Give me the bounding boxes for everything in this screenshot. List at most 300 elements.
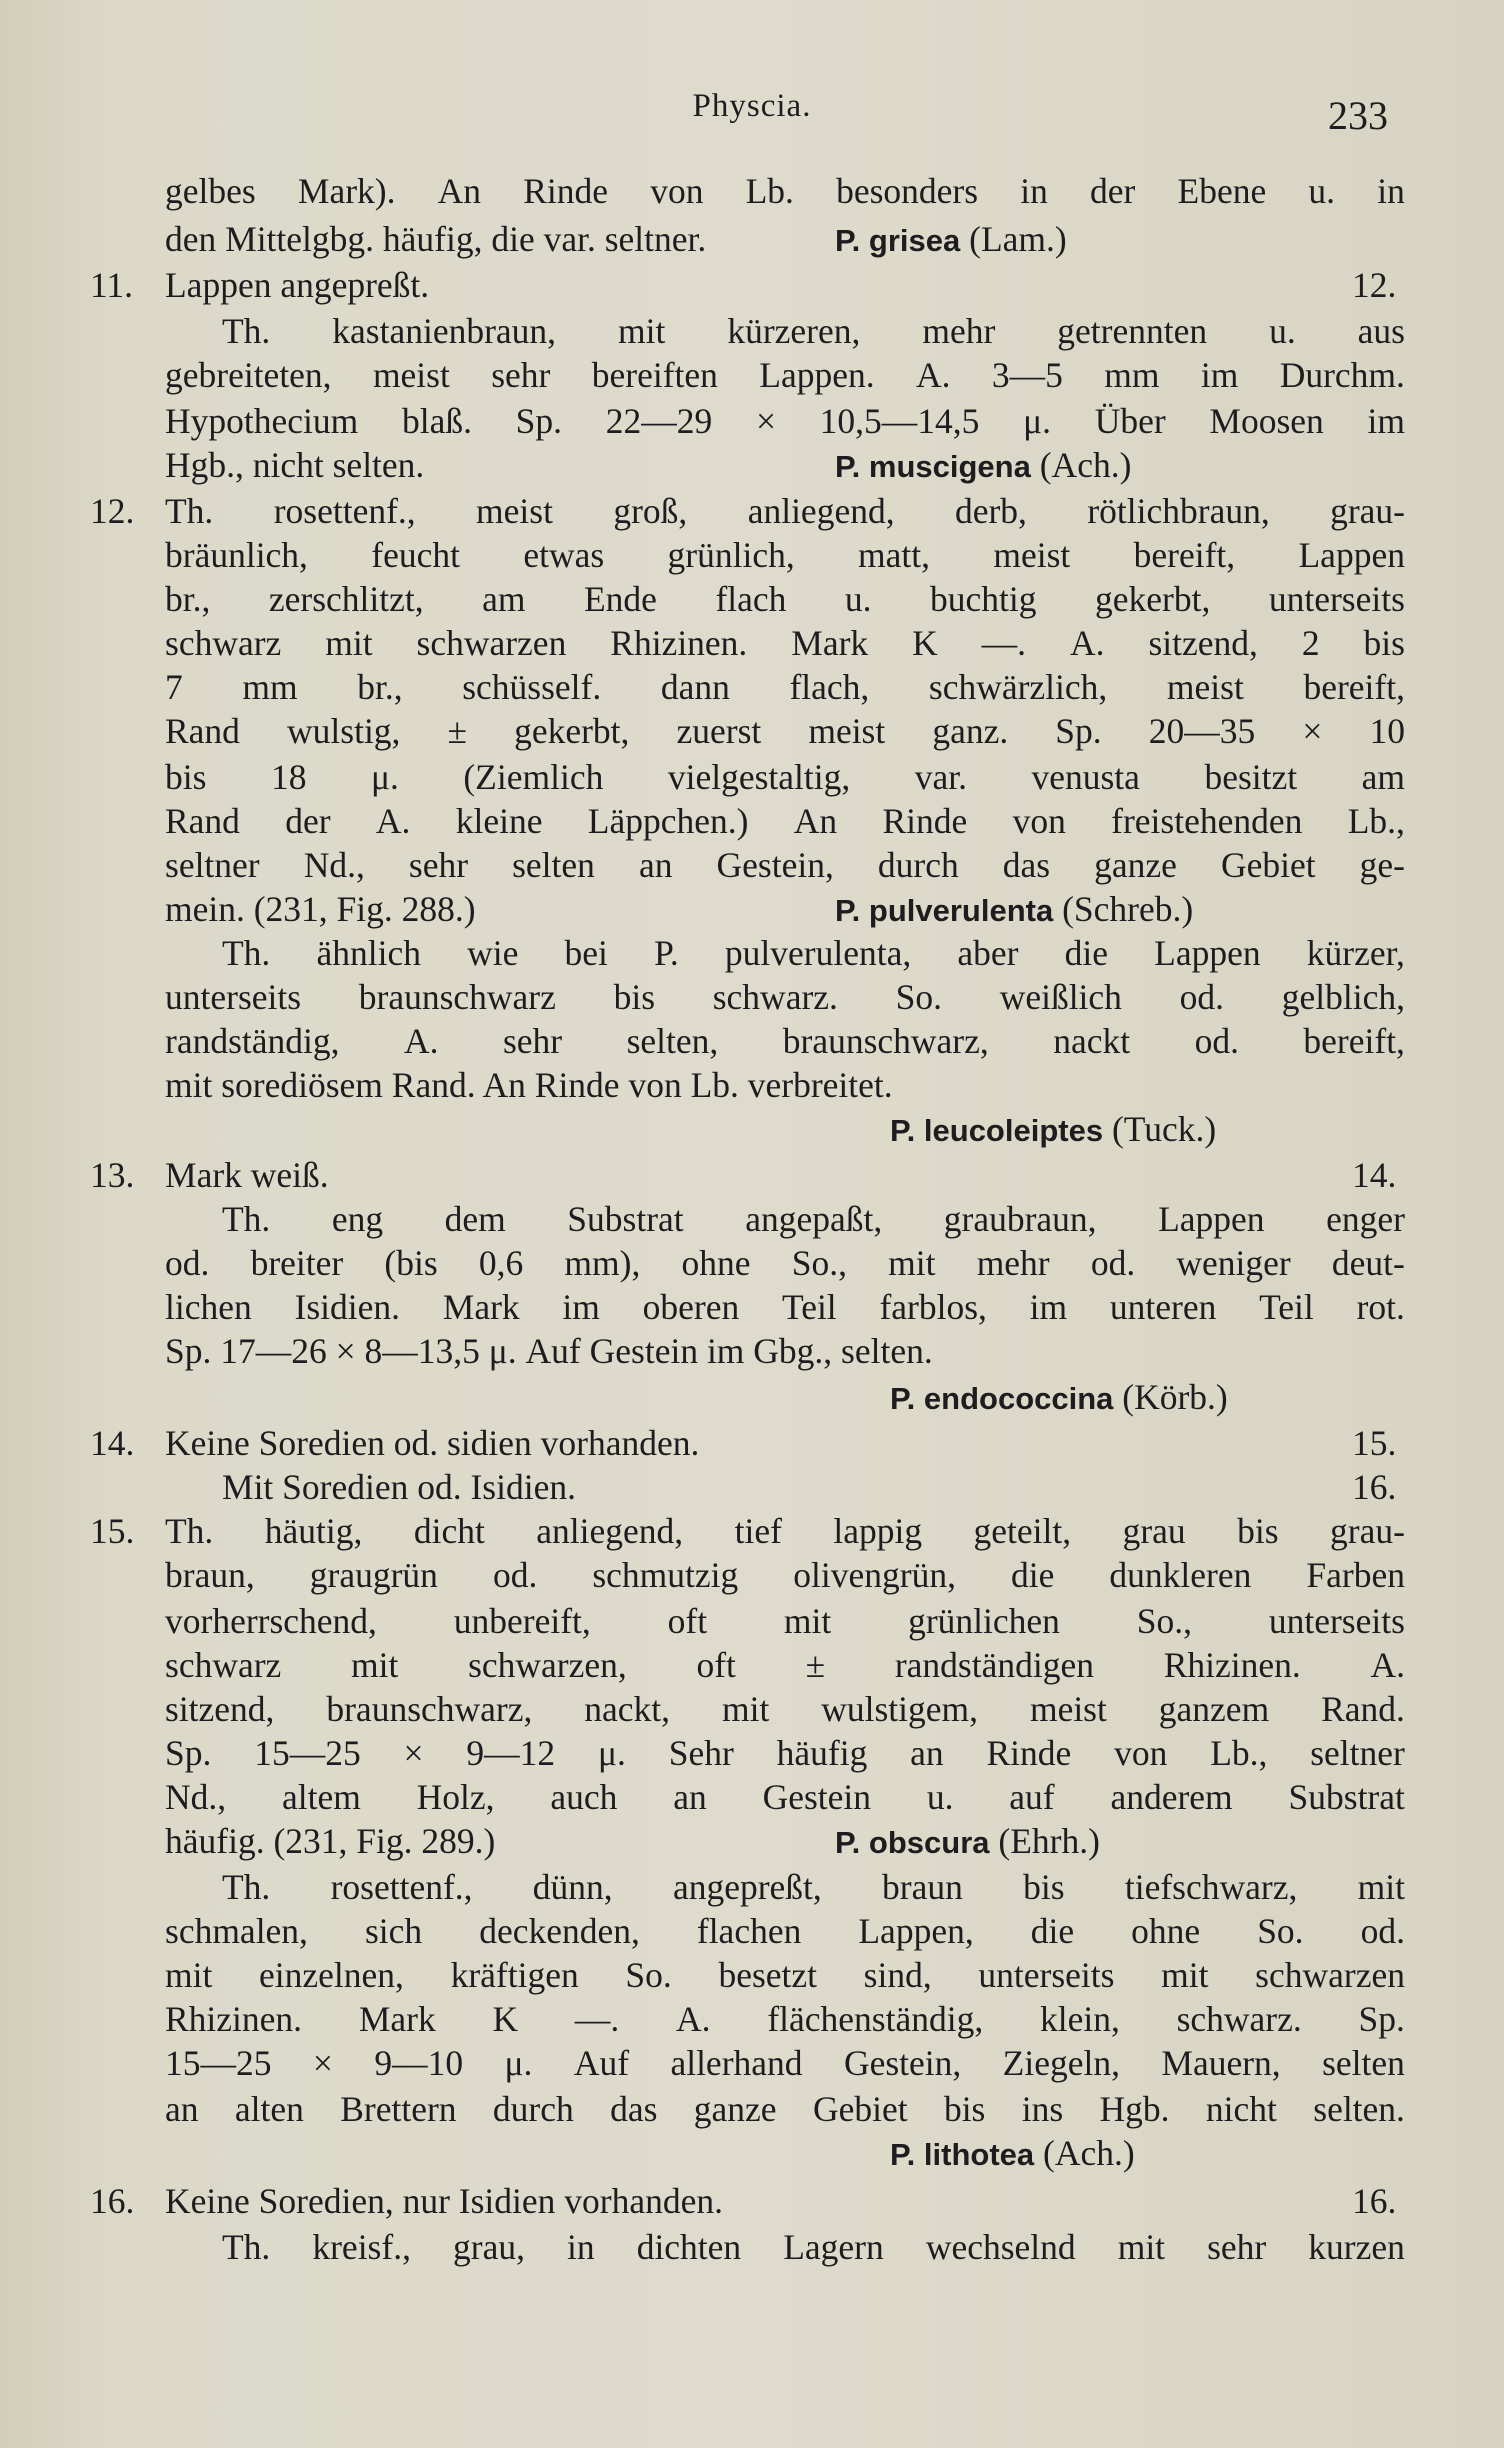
- key-reference: 14.: [1352, 1155, 1397, 1195]
- word: So.: [895, 977, 942, 1017]
- word: kleine: [455, 801, 543, 841]
- word: Sp.: [1055, 711, 1102, 751]
- word: angepaßt,: [745, 1199, 883, 1239]
- word: dann: [660, 667, 730, 707]
- word: mm),: [564, 1243, 641, 1283]
- word: 9—10: [374, 2043, 464, 2083]
- word: ×: [755, 401, 776, 441]
- word: matt,: [858, 535, 931, 575]
- word: μ.: [1023, 401, 1052, 441]
- word: braunschwarz,: [782, 1021, 989, 1061]
- word: auch: [550, 1777, 618, 1817]
- word: A.: [403, 1021, 439, 1061]
- species-authority: (Ehrh.): [989, 1821, 1100, 1861]
- word: von: [650, 171, 704, 211]
- text-line: [222, 308, 1405, 354]
- word: mm: [1104, 355, 1160, 395]
- word: groß,: [613, 491, 688, 531]
- word: Durchm.: [1279, 355, 1405, 395]
- word: (bis: [384, 1243, 438, 1283]
- word: aber: [957, 933, 1019, 973]
- word: in: [567, 2227, 595, 2267]
- word: dünn,: [532, 1867, 613, 1907]
- word: weißlich: [999, 977, 1122, 1017]
- species-name: [835, 886, 1193, 932]
- word: Gebiet: [812, 2089, 908, 2129]
- word: schmutzig: [592, 1555, 739, 1595]
- word: od.: [1360, 1911, 1405, 1951]
- word: ohne: [681, 1243, 751, 1283]
- word: var.: [914, 757, 967, 797]
- word: bei: [564, 933, 608, 973]
- word: Rand.: [1321, 1689, 1405, 1729]
- word: So.,: [1136, 1601, 1193, 1641]
- word: —.: [574, 1999, 620, 2039]
- text-line: [165, 1996, 1405, 2042]
- word: ohne: [1131, 1911, 1201, 1951]
- word: ins: [1021, 2089, 1064, 2129]
- word: Th.: [165, 491, 214, 531]
- word: durch: [492, 2089, 574, 2129]
- word: bis: [613, 977, 656, 1017]
- text-line: [165, 886, 1405, 932]
- word: K: [912, 623, 938, 663]
- word: Mark).: [297, 171, 396, 211]
- page-number: 233: [1328, 93, 1388, 138]
- key-reference: 16.: [1352, 2181, 1397, 2221]
- word: ×: [403, 1733, 424, 1773]
- word: od.: [1179, 977, 1225, 1017]
- word: bereiften: [591, 355, 718, 395]
- word: unterseits: [1268, 1601, 1405, 1641]
- word: schmalen,: [165, 1911, 308, 1951]
- word: graubraun,: [943, 1199, 1097, 1239]
- word: Th.: [222, 1199, 271, 1239]
- word: mit: [1117, 2227, 1166, 2267]
- text-line: [165, 1774, 1405, 1820]
- word: eng: [331, 1199, 384, 1239]
- text-line: [165, 488, 1405, 534]
- word: breiter: [250, 1243, 344, 1283]
- text-line: [165, 1598, 1405, 1644]
- word: gelbes: [165, 171, 256, 211]
- word: aus: [1357, 311, 1405, 351]
- species-name: [835, 216, 1067, 262]
- word: 0,6: [478, 1243, 524, 1283]
- word: bereift,: [1133, 535, 1236, 575]
- word: A.: [1370, 1645, 1405, 1685]
- text-line: [222, 1196, 1405, 1242]
- word: Rhizinen.: [1163, 1645, 1301, 1685]
- word: schwarz.: [1176, 1999, 1302, 2039]
- text-line: [165, 1952, 1405, 1998]
- key-number: 16.: [90, 2181, 135, 2221]
- key-number: 14.: [90, 1423, 135, 1463]
- word: K: [492, 1999, 519, 2039]
- text-line: [165, 398, 1405, 444]
- line-text: Lappen angepreßt.: [165, 265, 430, 305]
- word: die: [1011, 1555, 1055, 1595]
- word: Holz,: [416, 1777, 495, 1817]
- word: altem: [281, 1777, 361, 1817]
- word: grau,: [453, 2227, 525, 2267]
- word: grau-: [1330, 1511, 1405, 1551]
- text-line: [165, 2086, 1405, 2132]
- word: derb,: [954, 491, 1027, 531]
- word: tief: [734, 1511, 782, 1551]
- line-text: Mark weiß.: [165, 1155, 329, 1195]
- word: blaß.: [401, 401, 472, 441]
- word: an: [673, 1777, 707, 1817]
- word: von: [1012, 801, 1066, 841]
- word: einzelnen,: [259, 1955, 404, 1995]
- word: mit: [325, 623, 373, 663]
- word: seltner: [165, 845, 260, 885]
- word: besitzt: [1204, 757, 1298, 797]
- line-text: Mit Soredien od. Isidien.: [222, 1467, 576, 1507]
- text-line: [165, 352, 1405, 398]
- word: an: [638, 845, 673, 885]
- word: P.: [654, 933, 679, 973]
- word: μ.: [504, 2043, 533, 2083]
- species-name: [835, 442, 1131, 488]
- text-line: [165, 1508, 1405, 1554]
- word: μ.: [370, 757, 399, 797]
- word: meist: [372, 355, 450, 395]
- word: etwas: [523, 535, 605, 575]
- word: olivengrün,: [793, 1555, 956, 1595]
- word: Mark: [358, 1999, 436, 2039]
- word: schwarzen,: [468, 1645, 627, 1685]
- word: grau-: [1330, 491, 1405, 531]
- word: selten: [512, 845, 595, 885]
- word: flach,: [789, 667, 870, 707]
- word: Rinde: [882, 801, 968, 841]
- line-text: häufig. (231, Fig. 289.): [165, 1821, 496, 1861]
- word: schüsself.: [462, 667, 602, 707]
- word: So.: [625, 1955, 672, 1995]
- word: sind,: [863, 1955, 932, 1995]
- word: meist: [1029, 1689, 1107, 1729]
- word: durch: [877, 845, 959, 885]
- word: schwarzen: [416, 623, 567, 663]
- line-text: mein. (231, Fig. 288.): [165, 889, 476, 929]
- species-binomial: P. grisea: [835, 223, 961, 258]
- species-binomial: P. pulverulenta: [835, 893, 1054, 928]
- word: der: [1090, 171, 1136, 211]
- species-name: [890, 1106, 1216, 1152]
- word: meist: [1166, 667, 1244, 707]
- word: Th.: [165, 1511, 214, 1551]
- word: selten.: [1313, 2089, 1405, 2129]
- word: an: [165, 2089, 199, 2129]
- word: A.: [375, 801, 411, 841]
- word: wie: [467, 933, 519, 973]
- word: A.: [915, 355, 951, 395]
- word: Hypothecium: [165, 401, 359, 441]
- word: braun: [882, 1867, 963, 1907]
- running-header: Physcia.: [692, 88, 812, 124]
- species-authority: (Schreb.): [1053, 889, 1194, 929]
- word: Lappen: [1298, 535, 1405, 575]
- word: allerhand: [670, 2043, 803, 2083]
- word: besonders: [836, 171, 979, 211]
- word: (Ziemlich: [463, 757, 604, 797]
- word: 20—35: [1148, 711, 1256, 751]
- word: rot.: [1356, 1287, 1405, 1327]
- word: nicht: [1205, 2089, 1277, 2129]
- word: mit: [165, 1955, 213, 1995]
- word: mehr: [922, 311, 996, 351]
- word: nackt: [1053, 1021, 1131, 1061]
- word: vorherrschend,: [165, 1601, 377, 1641]
- species-binomial: P. endococcina: [890, 1381, 1114, 1416]
- word: Sehr: [668, 1733, 734, 1773]
- word: bis: [1363, 623, 1405, 663]
- word: zerschlitzt,: [268, 579, 424, 619]
- word: Rand: [165, 801, 240, 841]
- word: br.,: [165, 579, 211, 619]
- word: bereift,: [1303, 667, 1405, 707]
- text-line: [165, 262, 1405, 308]
- word: Läppchen.): [587, 801, 749, 841]
- word: sehr: [1207, 2227, 1267, 2267]
- word: Lb.,: [1210, 1733, 1268, 1773]
- word: in: [1377, 171, 1405, 211]
- key-number: 13.: [90, 1155, 135, 1195]
- word: ganz.: [932, 711, 1009, 751]
- word: 10,5—14,5: [819, 401, 980, 441]
- species-authority: (Körb.): [1113, 1377, 1228, 1417]
- word: bis: [1023, 1867, 1065, 1907]
- text-line: [165, 1328, 1405, 1374]
- word: 15—25: [165, 2043, 272, 2083]
- word: bis: [943, 2089, 986, 2129]
- word: vielgestaltig,: [667, 757, 851, 797]
- word: unterseits: [1268, 579, 1405, 619]
- word: 2: [1301, 623, 1320, 663]
- text-line: [165, 442, 1405, 488]
- word: ganze: [693, 2089, 777, 2129]
- text-line: [165, 1642, 1405, 1688]
- word: deckenden,: [479, 1911, 640, 1951]
- word: Substrat: [567, 1199, 684, 1239]
- word: angepreßt,: [672, 1867, 822, 1907]
- text-line: [222, 930, 1405, 976]
- species-name: [890, 1374, 1228, 1420]
- text-line: [165, 842, 1405, 888]
- word: am: [482, 579, 526, 619]
- key-number: 12.: [90, 491, 135, 531]
- word: randständigen: [894, 1645, 1094, 1685]
- species-name: [835, 1818, 1100, 1864]
- line-text: Sp. 17—26 × 8—13,5 μ. Auf Gestein im Gbg., selten.: [165, 1331, 933, 1371]
- text-line: [165, 1420, 1405, 1466]
- word: oft: [696, 1645, 736, 1685]
- text-line: [222, 2224, 1405, 2270]
- text-line: [165, 576, 1405, 622]
- word: Lb.: [745, 171, 794, 211]
- species-authority: (Lam.): [960, 219, 1067, 259]
- word: Über: [1094, 401, 1166, 441]
- word: graugrün: [309, 1555, 438, 1595]
- word: venusta: [1031, 757, 1140, 797]
- word: Gebiet: [1220, 845, 1316, 885]
- word: tiefschwarz,: [1124, 1867, 1298, 1907]
- word: 10: [1369, 711, 1405, 751]
- word: meist: [476, 491, 553, 531]
- text-line: [165, 168, 1405, 214]
- word: Isidien.: [294, 1287, 400, 1327]
- word: ganzem: [1158, 1689, 1270, 1729]
- word: Lb.,: [1347, 801, 1405, 841]
- word: Lappen.: [759, 355, 875, 395]
- word: grau: [1122, 1511, 1186, 1551]
- word: Lappen,: [858, 1911, 974, 1951]
- word: schwarz: [165, 1645, 282, 1685]
- word: A.: [676, 1999, 711, 2039]
- word: braunschwarz,: [326, 1689, 533, 1729]
- word: farblos,: [879, 1287, 987, 1327]
- word: häutig,: [264, 1511, 363, 1551]
- word: Lappen: [1154, 933, 1261, 973]
- word: häufig: [776, 1733, 868, 1773]
- word: Moosen: [1209, 401, 1324, 441]
- word: mehr: [976, 1243, 1050, 1283]
- text-line: [165, 708, 1405, 754]
- word: Auf: [573, 2043, 630, 2083]
- word: mit: [721, 1689, 770, 1729]
- word: kurzen: [1308, 2227, 1405, 2267]
- word: randständig,: [165, 1021, 340, 1061]
- word: Th.: [222, 311, 271, 351]
- word: oberen: [642, 1287, 740, 1327]
- word: im: [1367, 401, 1405, 441]
- word: die: [1064, 933, 1109, 973]
- word: od.: [492, 1555, 538, 1595]
- word: getrennten: [1057, 311, 1208, 351]
- word: 18: [270, 757, 307, 797]
- word: Lappen: [1158, 1199, 1265, 1239]
- word: Ebene: [1177, 171, 1267, 211]
- word: zuerst: [676, 711, 762, 751]
- word: An: [793, 801, 838, 841]
- word: an: [910, 1733, 944, 1773]
- word: freistehenden: [1111, 801, 1303, 841]
- word: u.: [926, 1777, 954, 1817]
- word: bis: [165, 757, 207, 797]
- word: klein,: [1039, 1999, 1120, 2039]
- word: rosettenf.,: [330, 1867, 473, 1907]
- word: ×: [1302, 711, 1323, 751]
- word: Rand: [165, 711, 240, 751]
- word: unterseits: [978, 1955, 1115, 1995]
- word: der: [285, 801, 331, 841]
- word: deut-: [1331, 1243, 1405, 1283]
- word: sitzend,: [165, 1689, 275, 1729]
- word: nackt,: [584, 1689, 671, 1729]
- word: sich: [364, 1911, 423, 1951]
- word: Th.: [222, 1867, 271, 1907]
- word: Substrat: [1288, 1777, 1405, 1817]
- word: buchtig: [930, 579, 1037, 619]
- word: pulverulenta,: [724, 933, 912, 973]
- word: 7: [165, 667, 183, 707]
- word: anliegend,: [536, 1511, 684, 1551]
- word: rötlichbraun,: [1087, 491, 1270, 531]
- key-number: 11.: [90, 265, 134, 305]
- word: mit: [888, 1243, 936, 1283]
- word: bis: [1237, 1511, 1279, 1551]
- word: Nd.,: [303, 845, 365, 885]
- word: br.,: [357, 667, 403, 707]
- word: seltner: [1310, 1733, 1405, 1773]
- word: mm: [242, 667, 298, 707]
- text-line: [165, 532, 1405, 578]
- word: alten: [234, 2089, 304, 2129]
- key-reference: 15.: [1352, 1423, 1397, 1463]
- species-binomial: P. lithotea: [890, 2137, 1035, 2172]
- word: gelblich,: [1281, 977, 1405, 1017]
- word: ±: [447, 711, 467, 751]
- word: So.,: [791, 1243, 847, 1283]
- word: schwärzlich,: [928, 667, 1108, 707]
- text-line: [165, 974, 1405, 1020]
- species-authority: (Tuck.): [1103, 1109, 1217, 1149]
- word: dunkleren: [1109, 1555, 1252, 1595]
- text-line: [165, 1552, 1405, 1598]
- text-line: [165, 1018, 1405, 1064]
- word: kürzer,: [1306, 933, 1405, 973]
- word: wulstig,: [287, 711, 401, 751]
- word: Rinde: [986, 1733, 1072, 1773]
- text-line: [165, 1908, 1405, 1954]
- word: Th.: [222, 933, 271, 973]
- text-line: [165, 1284, 1405, 1330]
- word: schwarzen: [1255, 1955, 1405, 1995]
- word: kastanienbraun,: [332, 311, 557, 351]
- word: braun,: [165, 1555, 255, 1595]
- word: mit: [351, 1645, 399, 1685]
- word: die: [1030, 1911, 1075, 1951]
- word: oft: [667, 1601, 708, 1641]
- word: im: [562, 1287, 600, 1327]
- word: ±: [805, 1645, 826, 1685]
- word: Mark: [442, 1287, 520, 1327]
- species-binomial: P. muscigena: [835, 449, 1031, 484]
- word: enger: [1326, 1199, 1405, 1239]
- word: dem: [444, 1199, 506, 1239]
- word: mit: [1161, 1955, 1209, 1995]
- word: 22—29: [605, 401, 713, 441]
- word: Mark: [791, 623, 869, 663]
- word: So.: [1257, 1911, 1304, 1951]
- species-authority: (Ach.): [1030, 445, 1132, 485]
- text-line: [165, 1686, 1405, 1732]
- text-line: [165, 216, 1405, 262]
- word: Rhizinen.: [610, 623, 748, 663]
- word: ganze: [1094, 845, 1177, 885]
- word: Nd.,: [165, 1777, 227, 1817]
- text-line: [165, 754, 1405, 800]
- word: schwarz: [165, 623, 282, 663]
- text-line: [165, 664, 1405, 710]
- species-authority: (Ach.): [1034, 2133, 1135, 2173]
- word: Hgb.: [1099, 2089, 1170, 2129]
- word: od.: [1194, 1021, 1239, 1061]
- word: weniger: [1176, 1243, 1291, 1283]
- word: anderem: [1110, 1777, 1233, 1817]
